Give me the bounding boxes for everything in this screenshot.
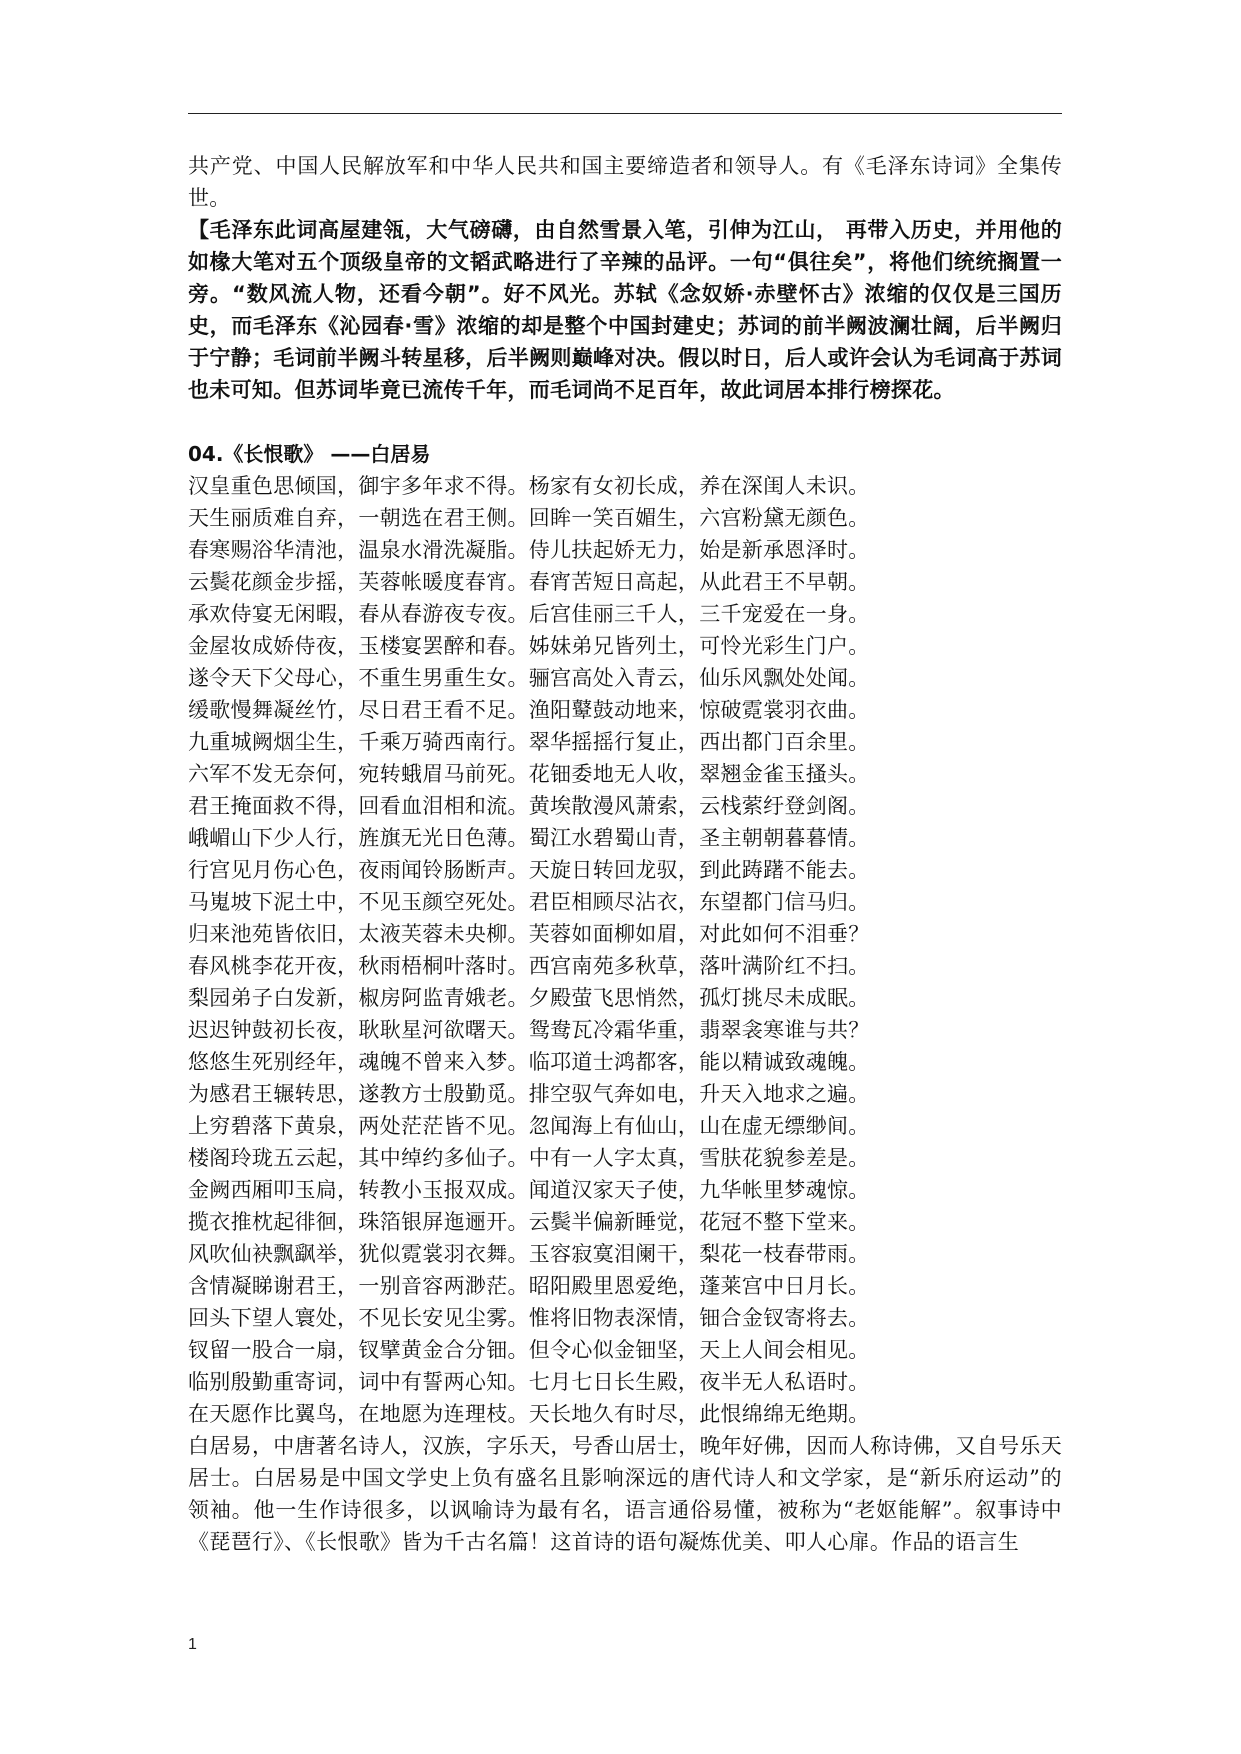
poem-line: 回头下望人寰处，不见长安见尘雾。惟将旧物表深情，钿合金钗寄将去。 (188, 1306, 870, 1330)
poem-line: 汉皇重色思倾国，御宇多年求不得。杨家有女初长成，养在深闺人未识。 (188, 474, 870, 498)
intro-paragraph: 共产党、中国人民解放军和中华人民共和国主要缔造者和领导人。有《毛泽东诗词》全集传世。 (188, 154, 1062, 210)
poem-line: 归来池苑皆依旧，太液芙蓉未央柳。芙蓉如面柳如眉，对此如何不泪垂？ (188, 922, 870, 946)
page-number: 1 (188, 1636, 197, 1653)
poem-body (188, 470, 1062, 1430)
header-rule (188, 113, 1062, 114)
poem-line: 六军不发无奈何，宛转蛾眉马前死。花钿委地无人收，翠翘金雀玉搔头。 (188, 762, 870, 786)
poem-line: 峨嵋山下少人行，旌旗无光日色薄。蜀江水碧蜀山青，圣主朝朝暮暮情。 (188, 826, 870, 850)
poem-line: 春风桃李花开夜，秋雨梧桐叶落时。西宫南苑多秋草，落叶满阶红不扫。 (188, 954, 870, 978)
poem-line: 承欢侍宴无闲暇，春从春游夜专夜。后宫佳丽三千人，三千宠爱在一身。 (188, 602, 870, 626)
poem-line: 行宫见月伤心色，夜雨闻铃肠断声。天旋日转回龙驭，到此踌躇不能去。 (188, 858, 870, 882)
poem-line: 在天愿作比翼鸟，在地愿为连理枝。天长地久有时尽，此恨绵绵无绝期。 (188, 1402, 870, 1426)
poem-line: 悠悠生死别经年，魂魄不曾来入梦。临邛道士鸿都客，能以精诚致魂魄。 (188, 1050, 870, 1074)
poem-line: 迟迟钟鼓初长夜，耿耿星河欲曙天。鸳鸯瓦冷霜华重，翡翠衾寒谁与共？ (188, 1018, 870, 1042)
poem-line: 君王掩面救不得，回看血泪相和流。黄埃散漫风萧索，云栈萦纡登剑阁。 (188, 794, 870, 818)
poem-line: 金屋妆成娇侍夜，玉楼宴罢醉和春。姊妹弟兄皆列土，可怜光彩生门户。 (188, 634, 870, 658)
spacer (188, 406, 1062, 438)
poem-line: 为感君王辗转思，遂教方士殷勤觅。排空驭气奔如电，升天入地求之遍。 (188, 1082, 870, 1106)
poem-line: 钗留一股合一扇，钗擘黄金合分钿。但令心似金钿坚，天上人间会相见。 (188, 1338, 870, 1362)
poem-line: 含情凝睇谢君王，一别音容两渺茫。昭阳殿里恩爱绝，蓬莱宫中日月长。 (188, 1274, 870, 1298)
author-paragraph: 白居易，中唐著名诗人，汉族，字乐天，号香山居士，晚年好佛，因而人称诗佛，又自号乐天居士。白居易是中国文学史上负有盛名且影响深远的唐代诗人和文学家，是“新乐府运动”的领袖。他一生作诗很多，以讽喻诗为最有名，语言通俗易懂，被称为“老妪能解”。叙事诗中《琵琶行》、《长恨歌》皆为千古名篇！这首诗的语句凝炼优美、叩人心扉。作品的语言生 (188, 1434, 1062, 1554)
poem-line: 九重城阙烟尘生，千乘万骑西南行。翠华摇摇行复止，西出都门百余里。 (188, 730, 870, 754)
poem-line: 天生丽质难自弃，一朝选在君王侧。回眸一笑百媚生，六宫粉黛无颜色。 (188, 506, 870, 530)
poem-line: 风吹仙袂飘飖举，犹似霓裳羽衣舞。玉容寂寞泪阑干，梨花一枝春带雨。 (188, 1242, 870, 1266)
poem-line: 缓歌慢舞凝丝竹，尽日君王看不足。渔阳鼙鼓动地来，惊破霓裳羽衣曲。 (188, 698, 870, 722)
poem-line: 楼阁玲珑五云起，其中绰约多仙子。中有一人字太真，雪肤花貌参差是。 (188, 1146, 870, 1170)
poem-line: 揽衣推枕起徘徊，珠箔银屏迤逦开。云鬓半偏新睡觉，花冠不整下堂来。 (188, 1210, 870, 1234)
commentary-paragraph: 【毛泽东此词高屋建瓴，大气磅礴，由自然雪景入笔，引伸为江山， 再带入历史，并用他的如椽大笔对五个顶级皇帝的文韬武略进行了辛辣的品评。一句“俱往矣”，将他们统统搁置一旁。“数风流人物，还看今朝”。好不风光。苏轼《念奴娇·赤壁怀古》浓缩的仅仅是三国历史，而毛泽东《沁园春·雪》浓缩的却是整个中国封建史；苏词的前半阙波澜壮阔，后半阙归于宁静；毛词前半阙斗转星移，后半阙则巅峰对决。假以时日，后人或许会认为毛词高于苏词也未可知。但苏词毕竟已流传千年，而毛词尚不足百年，故此词居本排行榜探花。 (188, 218, 1062, 402)
poem-line: 金阙西厢叩玉扃，转教小玉报双成。闻道汉家天子使，九华帐里梦魂惊。 (188, 1178, 870, 1202)
poem-line: 上穷碧落下黄泉，两处茫茫皆不见。忽闻海上有仙山，山在虚无缥缈间。 (188, 1114, 870, 1138)
poem-line: 梨园弟子白发新，椒房阿监青娥老。夕殿萤飞思悄然，孤灯挑尽未成眠。 (188, 986, 870, 1010)
poem-line: 马嵬坡下泥土中，不见玉颜空死处。君臣相顾尽沾衣，东望都门信马归。 (188, 890, 870, 914)
poem-line: 春寒赐浴华清池，温泉水滑洗凝脂。侍儿扶起娇无力，始是新承恩泽时。 (188, 538, 870, 562)
poem-line: 云鬓花颜金步摇，芙蓉帐暖度春宵。春宵苦短日高起，从此君王不早朝。 (188, 570, 870, 594)
page-content (188, 150, 1062, 1558)
poem-line: 临别殷勤重寄词，词中有誓两心知。七月七日长生殿，夜半无人私语时。 (188, 1370, 870, 1394)
poem-line: 遂令天下父母心，不重生男重生女。骊宫高处入青云，仙乐风飘处处闻。 (188, 666, 870, 690)
section-title: 04.《长恨歌》 ——白居易 (188, 442, 431, 466)
